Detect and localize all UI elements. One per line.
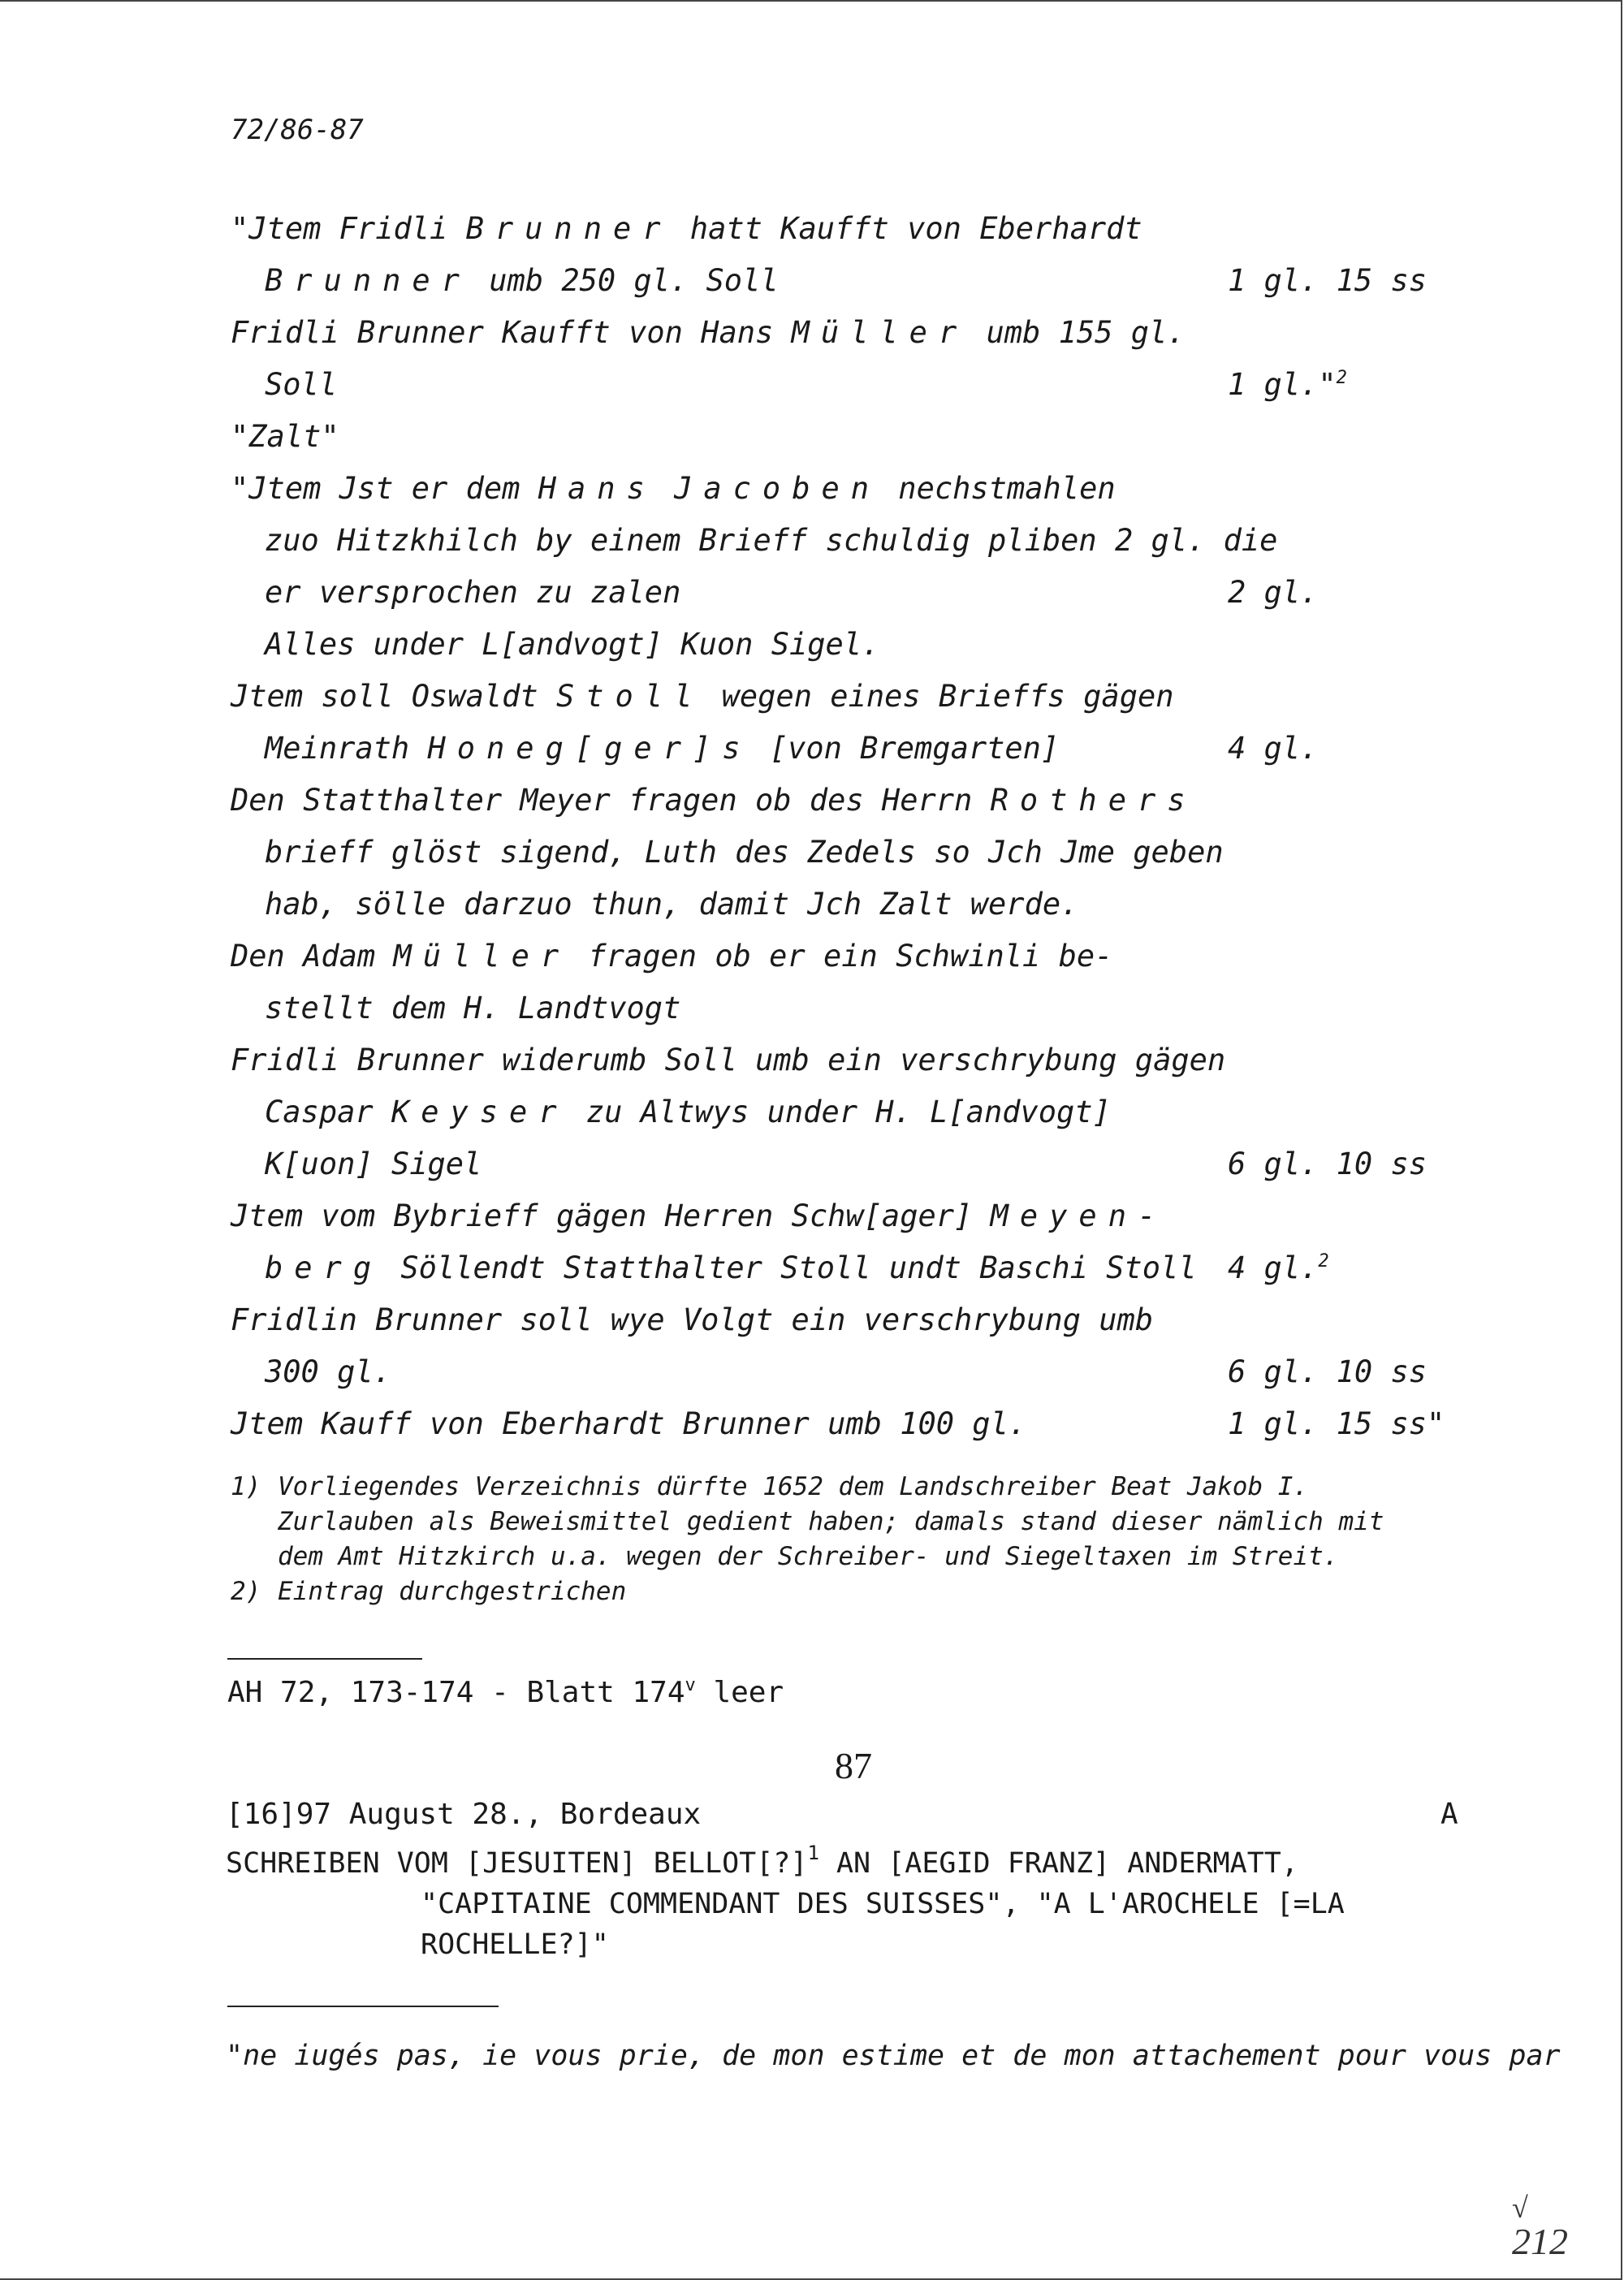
entry-text	[265, 567, 680, 619]
amount-value: 4 gl.	[1228, 731, 1319, 766]
entry-row	[231, 567, 1497, 619]
amount-value: 2 gl.	[1228, 575, 1319, 610]
amount-value: 1 gl. 15 ss"	[1228, 1406, 1445, 1441]
entry-segment: Söllendt Statthalter Stoll undt Baschi Stoll	[382, 1250, 1197, 1285]
amount-value: 4 gl.	[1228, 1250, 1319, 1285]
heading-text-cont: AN [AEGID FRANZ] ANDERMATT,	[818, 1847, 1298, 1880]
entry-row	[231, 307, 1497, 359]
spaced-name: Müller	[791, 315, 969, 350]
footnote-number: 1)	[231, 1472, 261, 1501]
entry-row	[231, 879, 1497, 931]
entry-row	[231, 1138, 1497, 1190]
entry-segment: K[uon] Sigel	[265, 1146, 482, 1181]
date-place: [16]97 August 28., Bordeaux	[226, 1798, 702, 1831]
entry-segment: Alles under L[andvogt] Kuon Sigel.	[265, 627, 880, 662]
entry-amount	[1228, 723, 1318, 775]
quote-line: "ne iugés pas, ie vous prie, de mon estime et de mon attachement pour vous par	[226, 2040, 1561, 2072]
document-number: 87	[835, 1745, 872, 1786]
entry-row	[231, 1242, 1497, 1294]
entry-row	[231, 982, 1497, 1034]
folio-number: 212	[1512, 2221, 1568, 2262]
entry-segment: Jtem Kauff von Eberhardt Brunner umb 100 gl.	[231, 1406, 1027, 1441]
source-superscript: v	[685, 1675, 696, 1695]
entry-segment: Fridli Brunner widerumb Soll umb ein verschrybung gägen	[231, 1043, 1226, 1077]
entry-segment: zu Altwys under H. L[andvogt]	[568, 1095, 1111, 1129]
entry-amount	[1228, 1242, 1329, 1299]
entry-amount	[1228, 567, 1318, 619]
footnote-text: Zurlauben als Beweismittel gedient haben; damals stand dieser nämlich mit	[278, 1507, 1384, 1536]
entry-text	[231, 1398, 1026, 1450]
spaced-name: Keyser	[391, 1095, 568, 1129]
entry-row	[231, 515, 1497, 567]
entry-text	[265, 1138, 482, 1190]
entry-row	[231, 1294, 1497, 1346]
entry-segment: hatt Kaufft von Eberhardt	[672, 211, 1142, 246]
entry-amount	[1228, 255, 1427, 307]
footnote-text: Vorliegendes Verzeichnis dürfte 1652 dem Landschreiber Beat Jakob I.	[278, 1472, 1309, 1501]
footnote-line	[231, 1574, 1611, 1609]
entry-segment: Jtem soll Oswaldt	[231, 679, 556, 714]
entry-text	[231, 1034, 1225, 1086]
entry-row	[231, 671, 1497, 723]
entry-segment: 300 gl.	[265, 1354, 391, 1389]
entry-text	[231, 1190, 1167, 1242]
spaced-name: berg	[265, 1250, 383, 1285]
document-heading	[226, 1843, 1606, 1965]
entry-row	[231, 723, 1497, 775]
spaced-name: Rothers	[990, 783, 1197, 818]
footnote-text: Eintrag durchgestrichen	[278, 1577, 627, 1606]
entry-row	[231, 203, 1497, 255]
entry-row	[231, 619, 1497, 671]
entry-text	[265, 359, 337, 411]
entry-text	[265, 515, 1277, 567]
entry-segment: Caspar	[265, 1095, 391, 1129]
entry-row	[231, 255, 1497, 307]
entry-text	[231, 931, 1112, 982]
entry-row	[231, 931, 1497, 982]
spaced-name: Brunner	[465, 211, 672, 246]
entry-list	[231, 203, 1497, 1450]
entry-row	[231, 775, 1497, 827]
entry-text	[231, 203, 1142, 255]
entry-segment: er versprochen zu zalen	[265, 575, 681, 610]
entry-segment: Fridli Brunner Kaufft von Hans	[231, 315, 792, 350]
footnote-text: dem Amt Hitzkirch u.a. wegen der Schreiber- und Siegeltaxen im Streit.	[278, 1542, 1339, 1571]
entry-segment: brieff glöst sigend, Luth des Zedels so Jch Jme geben	[265, 835, 1224, 870]
entry-segment: "Jtem Fridli	[231, 211, 466, 246]
entry-text	[265, 827, 1224, 879]
heading-line	[226, 1843, 1606, 1884]
checkmark-icon: √	[1512, 2191, 1528, 2224]
heading-footnote-ref: 1	[807, 1842, 819, 1864]
entry-row	[231, 463, 1497, 515]
footnotes	[231, 1470, 1611, 1609]
entry-segment: Fridlin Brunner soll wye Volgt ein verschrybung umb	[231, 1302, 1154, 1337]
entry-text	[265, 1242, 1197, 1294]
spaced-name: Stoll	[555, 679, 704, 714]
footnote-line	[231, 1505, 1611, 1539]
entry-text	[265, 255, 779, 307]
entry-text	[265, 723, 1059, 775]
page-reference: 72/86-87	[231, 114, 364, 146]
entry-row	[231, 1398, 1497, 1450]
entry-segment: nechstmahlen	[880, 471, 1116, 506]
spaced-name: Meyen-	[990, 1198, 1168, 1233]
entry-segment	[656, 471, 674, 506]
source-suffix: leer	[695, 1676, 784, 1709]
entry-row	[231, 411, 1497, 463]
entry-amount	[1228, 359, 1347, 416]
footnote-ref: 2	[1336, 368, 1347, 388]
entry-row	[231, 1086, 1497, 1138]
spaced-name: Jacoben	[674, 471, 881, 506]
entry-row	[231, 1034, 1497, 1086]
spaced-name: Hans	[538, 471, 656, 506]
entry-amount	[1228, 1398, 1445, 1450]
entry-row	[231, 827, 1497, 879]
heading-line: ROCHELLE?]"	[421, 1928, 609, 1961]
letter-code: A	[1440, 1798, 1458, 1831]
entry-segment: "Zalt"	[231, 419, 339, 454]
entry-segment: umb 155 gl.	[968, 315, 1186, 350]
footnote-line	[231, 1470, 1611, 1505]
entry-amount	[1228, 1346, 1427, 1398]
source-line	[227, 1676, 784, 1709]
amount-value: 1 gl."	[1228, 367, 1337, 402]
entry-segment: stellt dem H. Landtvogt	[265, 991, 681, 1026]
entry-segment: zuo Hitzkhilch by einem Brieff schuldig pliben 2 gl. die	[265, 523, 1278, 558]
entry-text	[265, 619, 879, 671]
footnote-line	[231, 1539, 1611, 1574]
amount-value: 6 gl. 10 ss	[1228, 1354, 1427, 1389]
source-text: AH 72, 173-174 - Blatt 174	[227, 1676, 685, 1709]
amount-value: 6 gl. 10 ss	[1228, 1146, 1427, 1181]
spaced-name: Honeg[ger]s	[427, 731, 752, 766]
heading-separator	[227, 2006, 499, 2007]
footnote-ref: 2	[1318, 1251, 1329, 1272]
entry-segment: [von Bremgarten]	[751, 731, 1060, 766]
entry-text	[231, 1294, 1153, 1346]
entry-segment: hab, sölle darzuo thun, damit Jch Zalt werde.	[265, 887, 1079, 922]
entry-segment: Soll	[265, 367, 338, 402]
entry-text	[265, 982, 680, 1034]
entry-amount	[1228, 1138, 1427, 1190]
entry-text	[231, 463, 1116, 515]
entry-segment: Den Statthalter Meyer fragen ob des Herrn	[231, 783, 991, 818]
footnote-separator	[227, 1658, 422, 1660]
entry-text	[231, 411, 339, 463]
entry-text	[265, 1346, 391, 1398]
spaced-name: Müller	[393, 939, 571, 974]
entry-text	[265, 879, 1078, 931]
entry-text	[231, 775, 1197, 827]
entry-text	[231, 307, 1186, 359]
heading-line: "CAPITAINE COMMENDANT DES SUISSES", "A L'AROCHELE [=LA	[421, 1888, 1345, 1920]
entry-text	[265, 1086, 1111, 1138]
entry-row	[231, 1346, 1497, 1398]
entry-segment: Meinrath	[265, 731, 428, 766]
entry-segment: "Jtem Jst er dem	[231, 471, 538, 506]
entry-text	[231, 671, 1174, 723]
entry-segment: umb 250 gl. Soll	[470, 263, 779, 298]
entry-segment: wegen eines Brieffs gägen	[703, 679, 1174, 714]
amount-value: 1 gl. 15 ss	[1228, 263, 1427, 298]
spaced-name: Brunner	[265, 263, 471, 298]
entry-segment: fragen ob er ein Schwinli be-	[570, 939, 1113, 974]
entry-row	[231, 1190, 1497, 1242]
entry-row	[231, 359, 1497, 411]
entry-segment: Jtem vom Bybrieff gägen Herren Schw[ager]	[231, 1198, 991, 1233]
entry-segment: Den Adam	[231, 939, 394, 974]
heading-text: SCHREIBEN VOM [JESUITEN] BELLOT[?]	[226, 1847, 808, 1880]
footnote-number: 2)	[231, 1577, 261, 1606]
